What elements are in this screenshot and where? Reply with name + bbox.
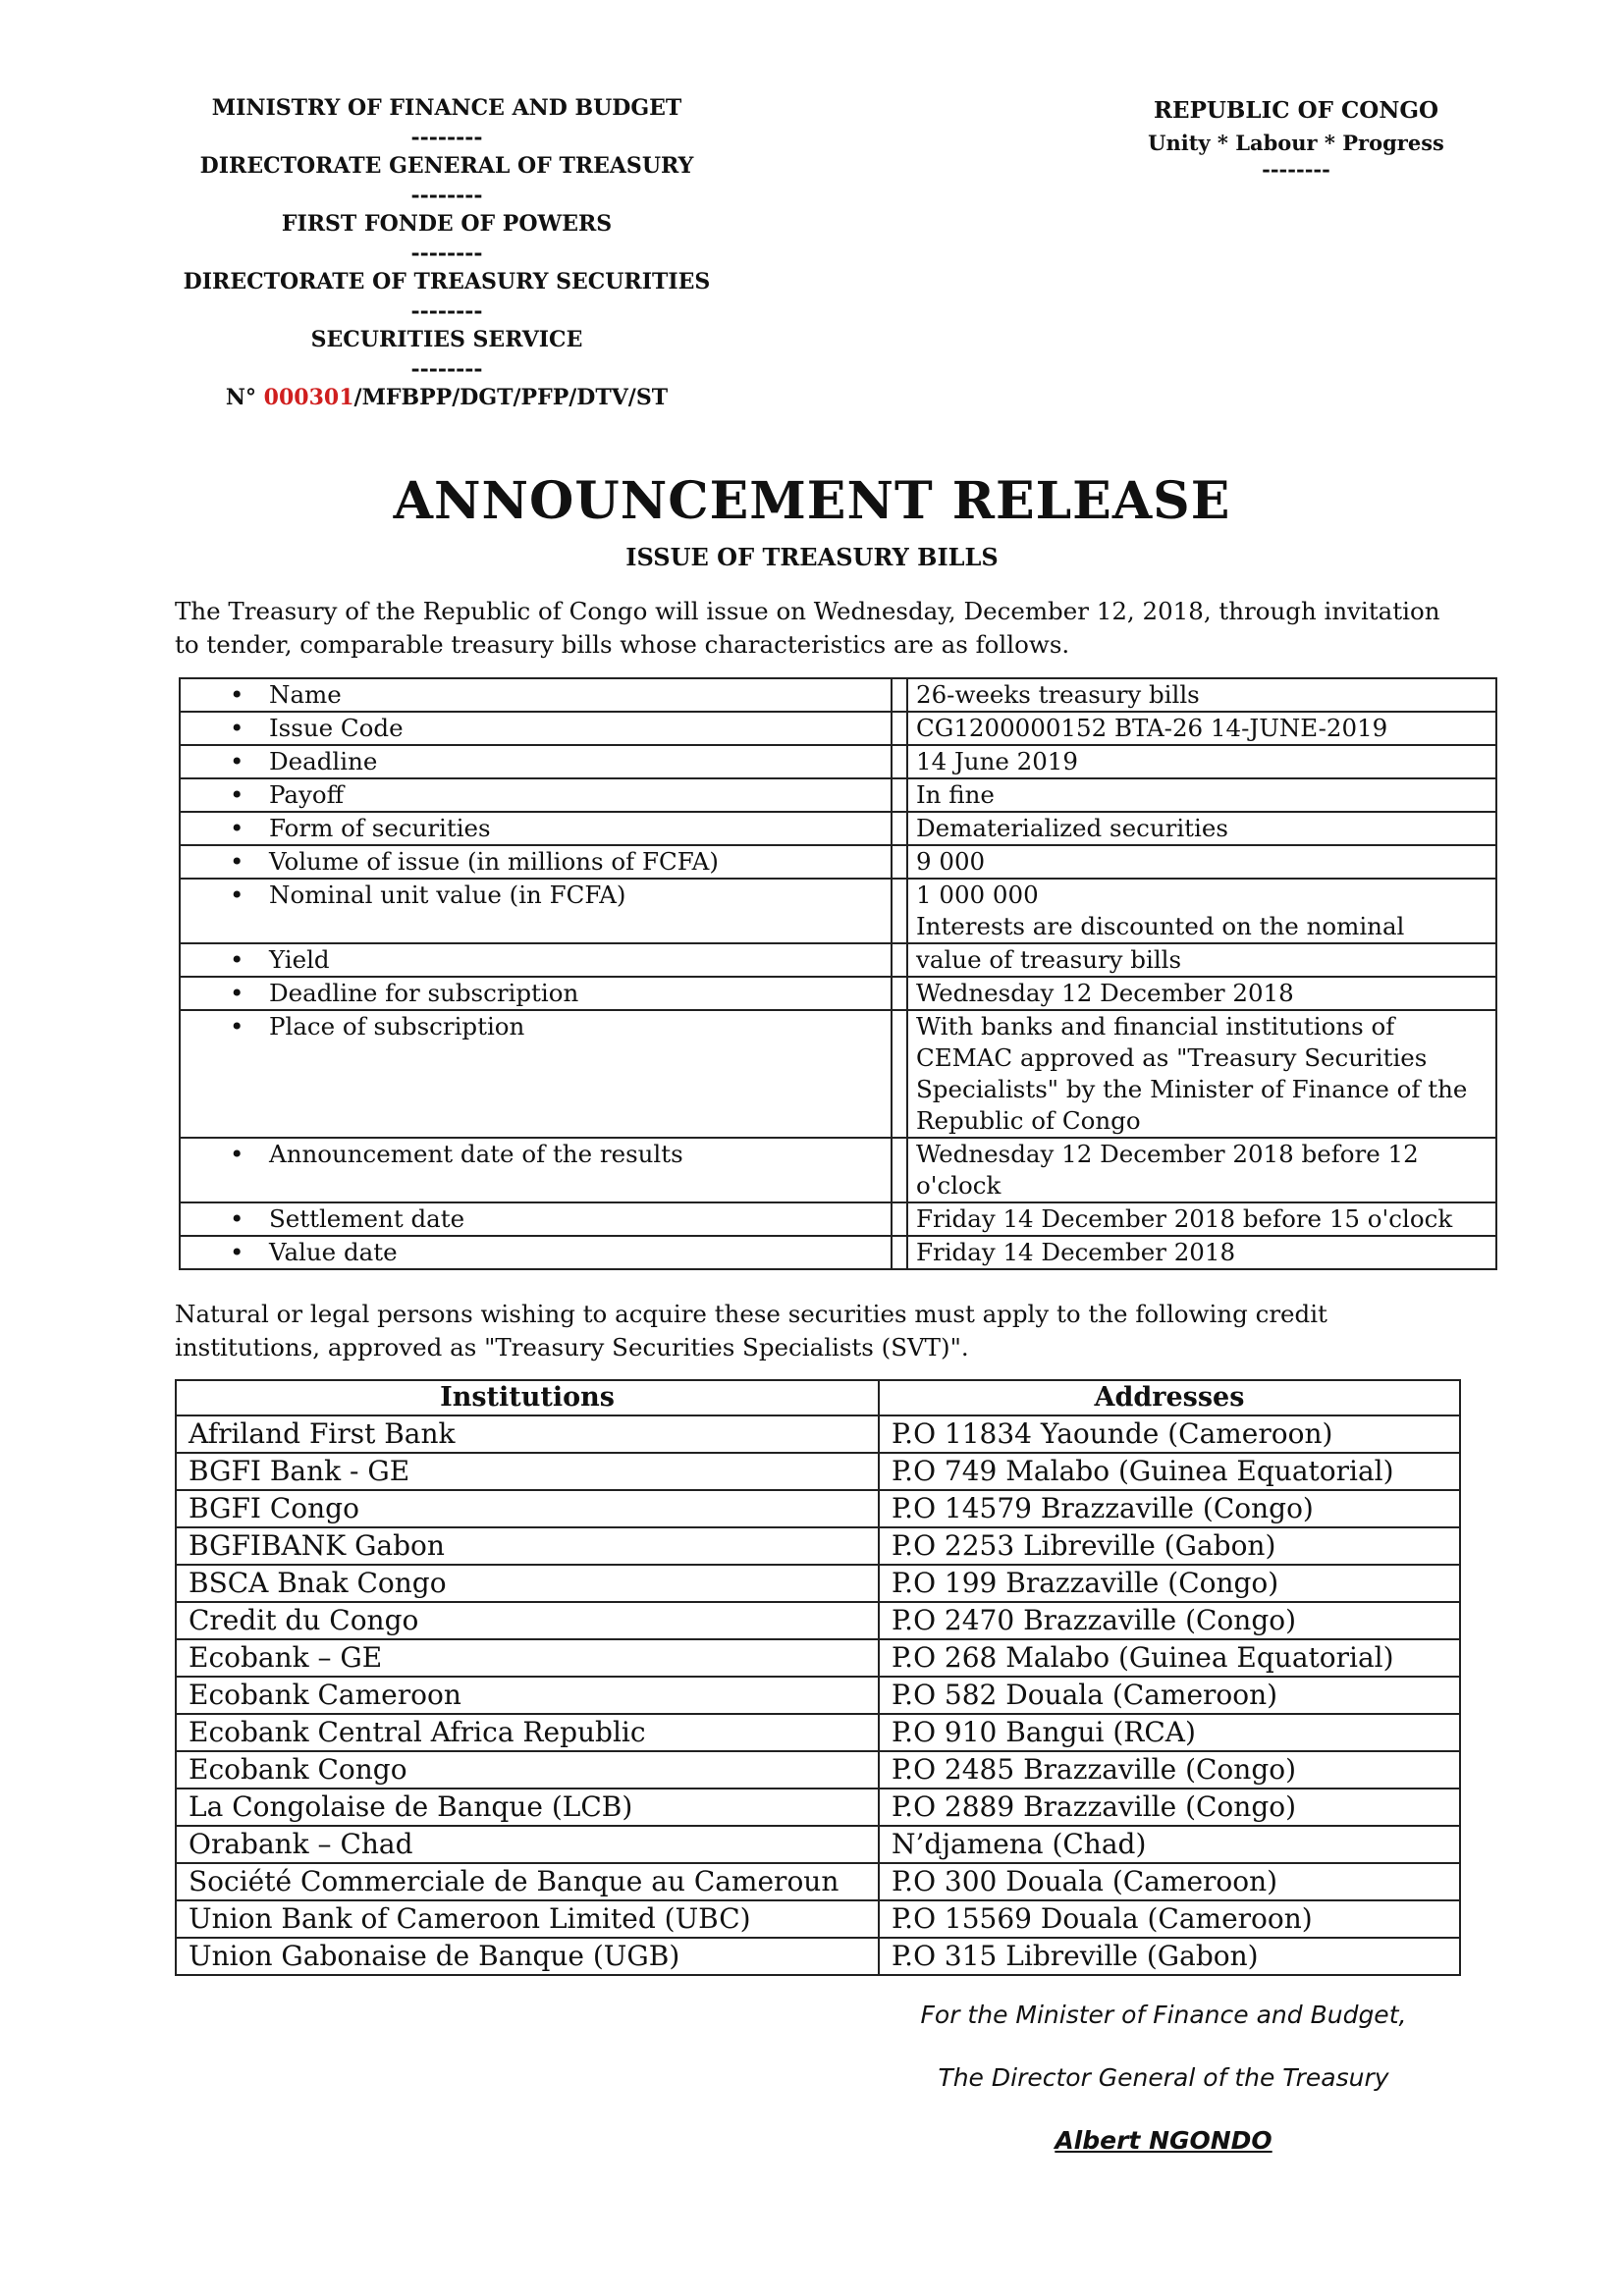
bullet-icon: •: [230, 780, 244, 809]
characteristic-value: [907, 879, 1496, 943]
characteristic-value: [907, 678, 1496, 712]
separator: --------: [410, 355, 483, 382]
issuer-block: [147, 94, 746, 413]
institution-address: P.O 300 Douala (Cameroon): [879, 1863, 1460, 1900]
column-header-addresses: Addresses: [879, 1380, 1460, 1415]
characteristic-value: [907, 977, 1496, 1010]
signature-line-1: For the Minister of Finance and Budget,: [920, 2001, 1407, 2029]
directorate-securities-line: DIRECTORATE OF TREASURY SECURITIES: [183, 269, 711, 294]
institution-name: Ecobank Congo: [176, 1751, 879, 1789]
institution-name: Union Bank of Cameroon Limited (UBC): [176, 1900, 879, 1938]
bullet-icon: •: [230, 1238, 244, 1266]
characteristic-value: [907, 1202, 1496, 1236]
table-row: [176, 1490, 1460, 1527]
characteristic-value-text: 14 June 2019: [916, 747, 1078, 775]
characteristic-value: [907, 812, 1496, 845]
bullet-icon: •: [230, 747, 244, 775]
country-motto: Unity * Labour * Progress: [1148, 131, 1444, 155]
table-row: [176, 1602, 1460, 1639]
reference-number: [147, 384, 746, 413]
characteristic-key: [180, 943, 892, 977]
table-row: [176, 1527, 1460, 1565]
separator: --------: [1262, 157, 1330, 182]
bullet-icon: •: [230, 714, 244, 742]
spacer-cell: [892, 712, 907, 745]
characteristic-key: [180, 845, 892, 879]
spacer-cell: [892, 977, 907, 1010]
spacer-cell: [892, 1138, 907, 1202]
characteristic-value: [907, 712, 1496, 745]
table-row: [180, 1138, 1496, 1202]
characteristic-key: [180, 1236, 892, 1269]
separator: --------: [410, 182, 483, 208]
signatory-name: Albert NGONDO: [1055, 2126, 1272, 2155]
bullet-icon: •: [230, 814, 244, 842]
characteristic-value-text: With banks and financial institutions of CEMAC approved as "Treasury Securities Specialists" by the Minister of Finance of the Republic of Congo: [916, 1012, 1468, 1135]
page-subtitle: ISSUE OF TREASURY BILLS: [625, 543, 999, 571]
characteristic-value: [907, 1236, 1496, 1269]
characteristic-value-text: 9 000: [916, 847, 986, 876]
characteristic-label: Place of subscription: [269, 1012, 525, 1041]
characteristic-value-text: Friday 14 December 2018 before 15 o'clock: [916, 1204, 1453, 1233]
institutions-table: [175, 1379, 1461, 1976]
characteristic-label: Volume of issue (in millions of FCFA): [269, 847, 719, 876]
bullet-icon: •: [230, 847, 244, 876]
institution-address: P.O 582 Douala (Cameroon): [879, 1677, 1460, 1714]
spacer-cell: [892, 778, 907, 812]
table-header-row: [176, 1380, 1460, 1415]
institution-name: Credit du Congo: [176, 1602, 879, 1639]
spacer-cell: [892, 745, 907, 778]
characteristic-key: [180, 812, 892, 845]
bullet-icon: •: [230, 1012, 244, 1041]
bullet-icon: •: [230, 680, 244, 709]
table-row: [176, 1639, 1460, 1677]
table-row: [176, 1714, 1460, 1751]
spacer-cell: [892, 1236, 907, 1269]
table-row: [180, 745, 1496, 778]
institution-address: P.O 199 Brazzaville (Congo): [879, 1565, 1460, 1602]
characteristic-value-text: Wednesday 12 December 2018: [916, 979, 1294, 1007]
signature-line-2: The Director General of the Treasury: [938, 2063, 1389, 2092]
characteristic-key: [180, 977, 892, 1010]
table-row: [176, 1453, 1460, 1490]
institution-address: P.O 2253 Libreville (Gabon): [879, 1527, 1460, 1565]
institution-name: Société Commerciale de Banque au Cameroun: [176, 1863, 879, 1900]
characteristic-label: Form of securities: [269, 814, 491, 842]
characteristic-label: Name: [269, 680, 342, 709]
institution-name: BSCA Bnak Congo: [176, 1565, 879, 1602]
institution-address: P.O 2485 Brazzaville (Congo): [879, 1751, 1460, 1789]
characteristic-key: [180, 712, 892, 745]
characteristic-value-text: In fine: [916, 780, 995, 809]
table-row: [180, 1010, 1496, 1138]
characteristic-label: Deadline: [269, 747, 378, 775]
fonde-line: FIRST FONDE OF POWERS: [281, 211, 613, 237]
characteristic-value-text: Dematerialized securities: [916, 814, 1228, 842]
characteristic-label: Deadline for subscription: [269, 979, 579, 1007]
institution-address: P.O 2889 Brazzaville (Congo): [879, 1789, 1460, 1826]
bullet-icon: •: [230, 1140, 244, 1168]
institution-name: BGFIBANK Gabon: [176, 1527, 879, 1565]
institution-address: P.O 749 Malabo (Guinea Equatorial): [879, 1453, 1460, 1490]
table-row: [176, 1677, 1460, 1714]
characteristic-value-text: Wednesday 12 December 2018 before 12 o'clock: [916, 1140, 1419, 1200]
characteristic-key: [180, 678, 892, 712]
country-name: REPUBLIC OF CONGO: [1153, 97, 1439, 124]
characteristic-key: [180, 1138, 892, 1202]
characteristic-value-text: CG1200000152 BTA-26 14-JUNE-2019: [916, 714, 1388, 742]
institution-name: Ecobank Cameroon: [176, 1677, 879, 1714]
reference-suffix: /MFBPP/DGT/PFP/DTV/ST: [353, 385, 669, 410]
bullet-icon: •: [230, 945, 244, 974]
column-header-institutions: Institutions: [176, 1380, 879, 1415]
spacer-cell: [892, 879, 907, 943]
characteristic-value: [907, 1010, 1496, 1138]
characteristic-label: Settlement date: [269, 1204, 465, 1233]
directorate-general-line: DIRECTORATE GENERAL OF TREASURY: [199, 153, 694, 179]
table-row: [180, 943, 1496, 977]
characteristic-label: Nominal unit value (in FCFA): [269, 881, 626, 909]
characteristics-table: [179, 677, 1497, 1270]
bullet-icon: •: [230, 881, 244, 909]
characteristic-value: [907, 778, 1496, 812]
characteristic-value-text-2: Interests are discounted on the nominal: [916, 912, 1405, 940]
characteristic-value-text: 1 000 000: [916, 881, 1039, 909]
characteristic-label: Issue Code: [269, 714, 404, 742]
bullet-icon: •: [230, 1204, 244, 1233]
institution-name: Ecobank – GE: [176, 1639, 879, 1677]
table-row: [180, 1202, 1496, 1236]
securities-service-line: SECURITIES SERVICE: [310, 327, 583, 352]
institution-name: BGFI Congo: [176, 1490, 879, 1527]
characteristic-value-text: 26-weeks treasury bills: [916, 680, 1200, 709]
institution-name: Union Gabonaise de Banque (UGB): [176, 1938, 879, 1975]
institution-name: Orabank – Chad: [176, 1826, 879, 1863]
table-row: [180, 977, 1496, 1010]
institution-address: P.O 14579 Brazzaville (Congo): [879, 1490, 1460, 1527]
separator: --------: [410, 124, 483, 150]
characteristic-value-text: Friday 14 December 2018: [916, 1238, 1236, 1266]
separator: --------: [410, 297, 483, 324]
spacer-cell: [892, 678, 907, 712]
table-row: [180, 879, 1496, 943]
institution-address: P.O 910 Bangui (RCA): [879, 1714, 1460, 1751]
table-row: [176, 1751, 1460, 1789]
characteristic-label: Announcement date of the results: [269, 1140, 683, 1168]
reference-id: 000301: [263, 385, 354, 410]
characteristic-label: Value date: [269, 1238, 398, 1266]
institution-name: BGFI Bank - GE: [176, 1453, 879, 1490]
table-row: [180, 812, 1496, 845]
characteristic-key: [180, 1010, 892, 1138]
country-block: [1100, 94, 1492, 186]
table-row: [176, 1415, 1460, 1453]
characteristic-key: [180, 879, 892, 943]
institution-address: P.O 11834 Yaounde (Cameroon): [879, 1415, 1460, 1453]
table-row: [180, 712, 1496, 745]
spacer-cell: [892, 1202, 907, 1236]
characteristic-value: [907, 943, 1496, 977]
spacer-cell: [892, 845, 907, 879]
institution-name: Ecobank Central Africa Republic: [176, 1714, 879, 1751]
characteristic-key: [180, 745, 892, 778]
table-row: [176, 1938, 1460, 1975]
separator: --------: [410, 240, 483, 266]
spacer-cell: [892, 1010, 907, 1138]
table-row: [180, 845, 1496, 879]
institution-name: Afriland First Bank: [176, 1415, 879, 1453]
institutions-intro: Natural or legal persons wishing to acquire these securities must apply to the following credit institutions, approved as "Treasury Securities Specialists (SVT)".: [175, 1300, 1327, 1362]
table-row: [180, 778, 1496, 812]
table-row: [176, 1900, 1460, 1938]
characteristic-value: [907, 745, 1496, 778]
characteristic-key: [180, 778, 892, 812]
institution-address: P.O 2470 Brazzaville (Congo): [879, 1602, 1460, 1639]
spacer-cell: [892, 812, 907, 845]
institution-address: P.O 15569 Douala (Cameroon): [879, 1900, 1460, 1938]
characteristic-key: [180, 1202, 892, 1236]
characteristic-value: [907, 1138, 1496, 1202]
characteristic-label: Yield: [269, 945, 330, 974]
page-title: ANNOUNCEMENT RELEASE: [393, 471, 1231, 531]
institution-name: La Congolaise de Banque (LCB): [176, 1789, 879, 1826]
characteristic-label: Payoff: [269, 780, 344, 809]
characteristic-value: [907, 845, 1496, 879]
intro-paragraph: The Treasury of the Republic of Congo will issue on Wednesday, December 12, 2018, through invitation to tender, comparable treasury bills whose characteristics are as follows.: [175, 597, 1440, 659]
table-row: [176, 1863, 1460, 1900]
bullet-icon: •: [230, 979, 244, 1007]
table-row: [176, 1789, 1460, 1826]
ministry-line: MINISTRY OF FINANCE AND BUDGET: [211, 95, 682, 121]
spacer-cell: [892, 943, 907, 977]
reference-prefix: N°: [225, 385, 264, 410]
institution-address: N’djamena (Chad): [879, 1826, 1460, 1863]
table-row: [180, 1236, 1496, 1269]
table-row: [180, 678, 1496, 712]
institution-address: P.O 315 Libreville (Gabon): [879, 1938, 1460, 1975]
characteristic-value-text: value of treasury bills: [916, 945, 1182, 974]
table-row: [176, 1565, 1460, 1602]
table-row: [176, 1826, 1460, 1863]
institution-address: P.O 268 Malabo (Guinea Equatorial): [879, 1639, 1460, 1677]
